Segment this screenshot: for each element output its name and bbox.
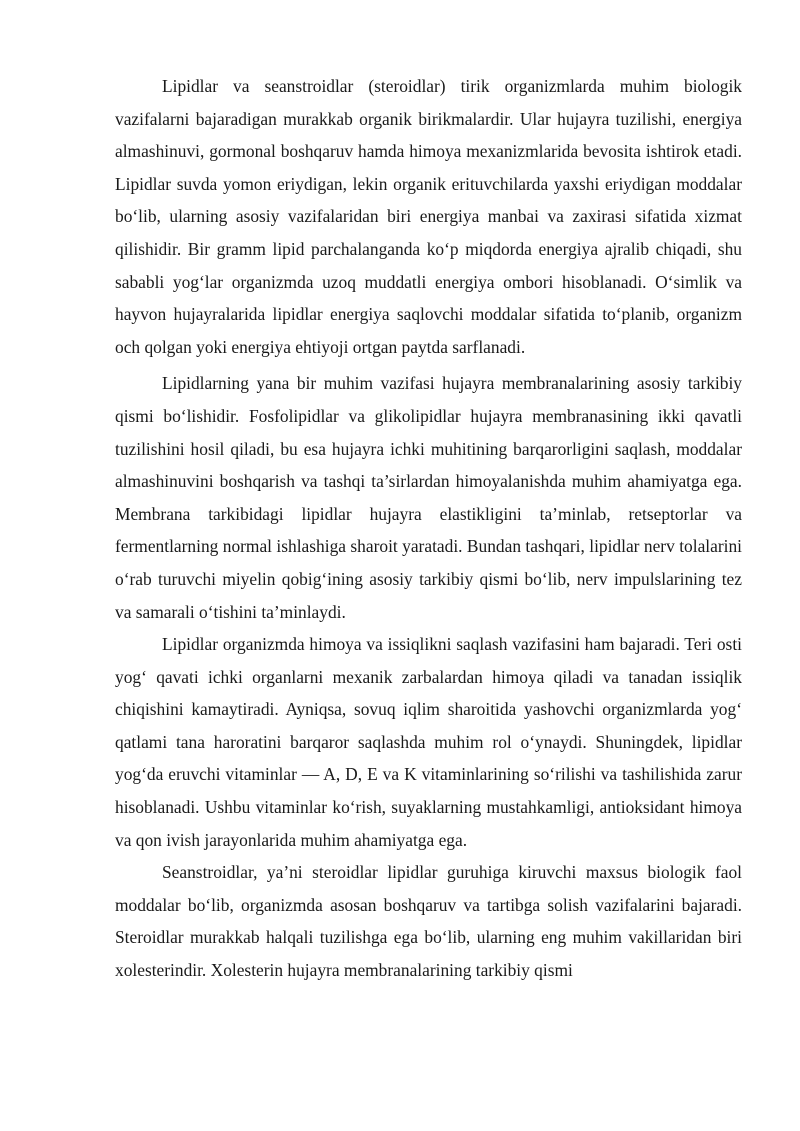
- paragraph-3: Lipidlar organizmda himoya va issiqlikni saqlash vazifasini ham bajaradi. Teri osti yog‘ qavati ichki organlarni mexanik zarbalardan himoya qiladi va tanadan issiqlik chiqishini kamaytiradi. Ayniqsa, sovuq iqlim sharoitida yashovchi organizmlarda yog‘ qatlami tana haroratini barqaror saqlashda muhim rol o‘ynaydi. Shuningdek, lipidlar yog‘da eruvchi vitaminlar — A, D, E va K vitaminlarining so‘rilishi va tashilishida zarur hisoblanadi. Ushbu vitaminlar ko‘rish, suyaklarning mustahkamligi, antioksidant himoya va qon ivish jarayonlarida muhim ahamiyatga ega.: [115, 634, 742, 850]
- paragraph-1: Lipidlar va seanstroidlar (steroidlar) tirik organizmlarda muhim biologik vazifalarni bajaradigan murakkab organik birikmalardir. Ular hujayra tuzilishi, energiya almashinuvi, gormonal boshqaruv hamda himoya mexanizmlarida bevosita ishtirok etadi. Lipidlar suvda yomon eriydigan, lekin organik erituvchilarda yaxshi eriydigan moddalar bo‘lib, ularning asosiy vazifalaridan biri energiya manbai va zaxirasi sifatida xizmat qilishidir. Bir gramm lipid parchalanganda ko‘p miqdorda energiya ajralib chiqadi, shu sababli yog‘lar organizmda uzoq muddatli energiya ombori hisoblanadi. O‘simlik va hayvon hujayralarida lipidlar energiya saqlovchi moddalar sifatida to‘planib, organizm och qolgan yoki energiya ehtiyoji ortgan paytda sarflanadi.: [115, 76, 742, 357]
- document-page: [115, 70, 742, 987]
- paragraph-4: Seanstroidlar, ya’ni steroidlar lipidlar guruhiga kiruvchi maxsus biologik faol moddalar bo‘lib, organizmda asosan boshqaruv va tartibga solish vazifalarini bajaradi. Steroidlar murakkab halqali tuzilishga ega bo‘lib, ularning eng muhim vakillaridan biri xolesterindir. Xolesterin hujayra membranalarining tarkibiy qismi: [115, 862, 742, 981]
- paragraph-2: Lipidlarning yana bir muhim vazifasi hujayra membranalarining asosiy tarkibiy qismi bo‘lishidir. Fosfolipidlar va glikolipidlar hujayra membranasining ikki qavatli tuzilishini hosil qiladi, bu esa hujayra ichki muhitining barqarorligini saqlash, moddalar almashinuvini boshqarish va tashqi ta’sirlardan himoyalanishda muhim ahamiyatga ega. Membrana tarkibidagi lipidlar hujayra elastikligini ta’minlab, retseptorlar va fermentlarning normal ishlashiga sharoit yaratadi. Bundan tashqari, lipidlar nerv tolalarini o‘rab turuvchi miyelin qobig‘ining asosiy tarkibiy qismi bo‘lib, nerv impulslarining tez va samarali o‘tishini ta’minlaydi.: [115, 373, 742, 622]
